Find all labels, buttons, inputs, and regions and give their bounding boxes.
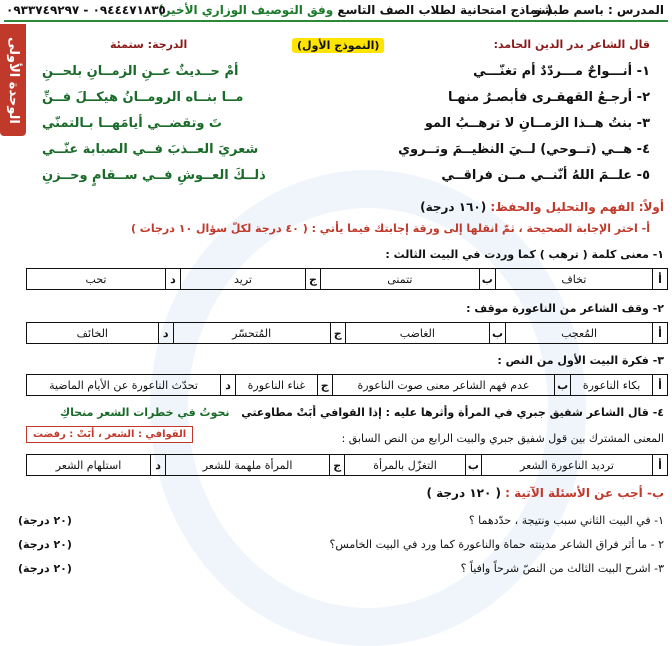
teacher-name: المدرس : باسم طبشو <box>533 3 664 17</box>
vocabulary-box: القوافي : الشعر ، أبَتْ : رفضت <box>26 426 193 443</box>
teacher-phone: ٠٩٤٤٤٧١٨٣٥ - ٠٩٣٣٧٤٩٢٩٧ <box>6 3 166 17</box>
verse-3-right: ٣- بنتُ هــذا الزمــانِ لا ترهــبُ المو <box>424 116 650 131</box>
option-text[interactable]: الخائف <box>27 323 159 344</box>
verse-3-left: تَ وتقضــي أيامَهــا بـالتمنّي <box>42 116 222 131</box>
option-text[interactable]: المُعجب <box>506 323 653 344</box>
option-text[interactable]: المرأة ملهمة للشعر <box>166 455 330 476</box>
section-b-question-1: ١- في البيت الثاني سبب ونتيجة ، حدّدهما ؟ <box>468 514 664 527</box>
option-text[interactable]: تريد <box>180 269 305 290</box>
option-text[interactable]: تخاف <box>495 269 652 290</box>
verse-2-left: مــا بنــاه الرومــانُ هيكــلَ فــنِّ <box>42 90 244 105</box>
unit-sidebar-label: الوحدة الأولى <box>0 24 26 136</box>
section-b-points: ( ١٢٠ درجة ) <box>426 486 501 500</box>
verse-1-right: ١- أنـــواحٌ مـــردّدٌ أم تغنّـــي <box>473 64 650 79</box>
section-b-question-3: ٣- اشرح البيت الثالث من النصّ شرحاً وافياً ؟ <box>460 562 664 575</box>
option-text[interactable]: تحدّث الناعورة عن الأيام الماضية <box>27 375 221 396</box>
question-3-options <box>26 374 668 396</box>
option-text[interactable]: التغزّل بالمرأة <box>345 455 466 476</box>
header-divider <box>4 20 668 22</box>
option-letter: أ <box>653 375 668 396</box>
option-text[interactable]: عدم فهم الشاعر معنى صوت الناعورة <box>332 375 554 396</box>
option-letter: ب <box>555 375 571 396</box>
subtitle-prefix: ( نماذج امتحانية لطلاب الصف التاسع <box>333 3 552 17</box>
section-b-label: ب- أجب عن الأسئلة الآتية : <box>505 486 664 500</box>
model-label: (النموذج الأول) <box>292 38 384 53</box>
question-4-options <box>26 454 668 476</box>
question-2-options <box>26 322 668 344</box>
option-letter: أ <box>653 455 668 476</box>
option-letter: ج <box>317 375 332 396</box>
option-letter: ب <box>465 455 481 476</box>
section-a-label: أولاً: الفهم والتحليل والحفظ: <box>490 200 664 214</box>
question-1-options <box>26 268 668 290</box>
option-letter: أ <box>653 323 668 344</box>
option-text[interactable]: تتمنى <box>320 269 479 290</box>
option-text[interactable]: غناء الناعورة <box>236 375 318 396</box>
option-text[interactable]: استلهام الشعر <box>27 455 151 476</box>
question-2: ٢- وقف الشاعر من الناعورة موقف : <box>466 302 664 315</box>
question-3: ٣- فكرة البيت الأول من النص : <box>497 354 664 367</box>
verse-4-left: شعريَ العــذبَ فــي الصبابة عنّــي <box>42 142 259 157</box>
subtitle-green: وفق التوصيف الوزاري الأخير) <box>158 3 334 17</box>
header-subtitle <box>158 3 552 17</box>
question-4-verse-second-half: نحوتُ في خطرات الشعر منحاكِ <box>60 406 230 419</box>
page-header <box>0 0 672 22</box>
question-4-common-meaning: المعنى المشترك بين قول شفيق جبري والبيت الرابع من النص السابق : <box>341 432 664 445</box>
option-text[interactable]: ترديد الناعورة الشعر <box>481 455 652 476</box>
verse-5-right: ٥- علــمَ اللهُ أنّنــي مــن فراقــي <box>441 168 650 183</box>
option-letter: ج <box>305 269 320 290</box>
section-b-question-3-points: (٢٠ درجة) <box>18 562 72 575</box>
question-4: ٤- قال الشاعر شفيق جبري في المرأة وأثرها عليه : إذا القوافي أبَتْ مطاوعتي <box>241 406 664 419</box>
section-a-title <box>420 200 664 214</box>
verse-5-left: ذلــكَ العــوشِ فــي ســقامٍ وحــزنِ <box>42 168 266 183</box>
option-letter: د <box>158 323 173 344</box>
option-letter: ب <box>479 269 495 290</box>
option-letter: ج <box>330 323 345 344</box>
question-1: ١- معنى كلمة ( ترهب ) كما وردت في البيت الثالث : <box>385 248 664 261</box>
verse-1-left: أمْ حــديثٌ عــنِ الزمــانِ بلحــنِ <box>42 64 239 79</box>
verse-2-right: ٢- أرجـعُ القهقـرى فأبصـرُ منهـا <box>447 90 650 105</box>
option-letter: د <box>221 375 236 396</box>
section-b-question-2: ٢ - ما أثر فراق الشاعر مدينته حماة والناعورة كما ورد في البيت الخامس؟ <box>329 538 664 551</box>
option-text[interactable]: تحب <box>27 269 166 290</box>
option-letter: د <box>151 455 166 476</box>
option-text[interactable]: الغاضب <box>345 323 489 344</box>
poet-intro: قال الشاعر بدر الدين الحامد: <box>493 38 650 51</box>
option-text[interactable]: بكاء الناعورة <box>571 375 653 396</box>
section-a-instruction: أ- اختر الإجابة الصحيحة ، ثمّ انقلها إلى ورقة إجابتك فيما يأتي : ( ٤٠ درجة لكلّ سؤال ١٠ درجات ) <box>130 222 650 235</box>
option-letter: ج <box>330 455 345 476</box>
section-a-points: (١٦٠ درجة) <box>420 200 487 214</box>
option-letter: ب <box>490 323 506 344</box>
section-b-title <box>426 486 664 500</box>
grade-label: الدرجة: ستمئة <box>110 38 188 51</box>
option-letter: د <box>165 269 180 290</box>
section-b-question-1-points: (٢٠ درجة) <box>18 514 72 527</box>
section-b-question-2-points: (٢٠ درجة) <box>18 538 72 551</box>
option-letter: أ <box>653 269 668 290</box>
option-text[interactable]: المُتحسّر <box>173 323 330 344</box>
verse-4-right: ٤- هــي (تــوحي) لــيَ النظيــمَ وتــروي <box>398 142 650 157</box>
